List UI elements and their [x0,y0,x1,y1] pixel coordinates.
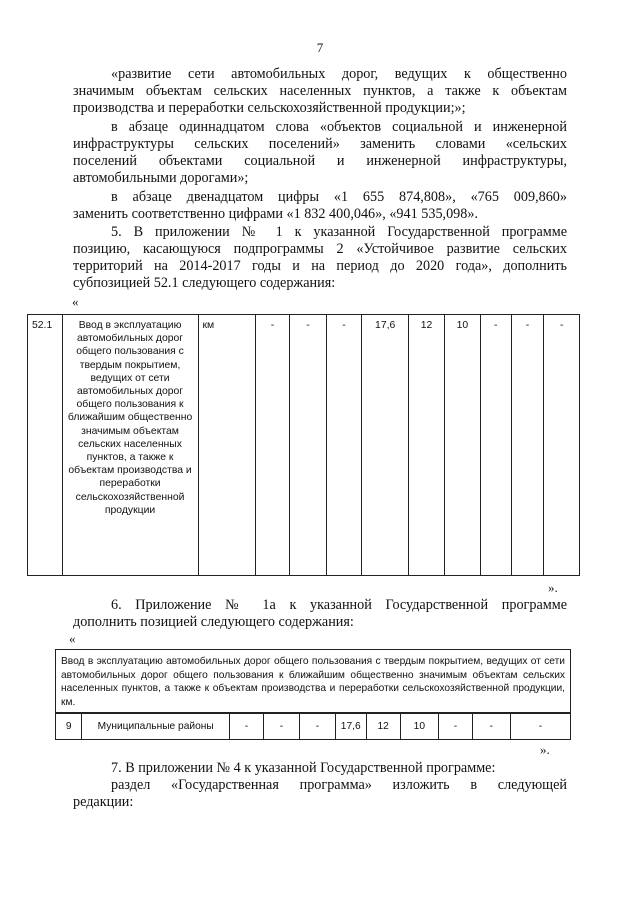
open-quote: « [69,631,76,646]
paragraph-appendix-1a [73,597,567,631]
text-line: в абзаце одиннадцатом слова «объектов социальной и инженерной [111,119,567,135]
paragraph-twelfth [73,189,567,223]
table-cell-value: 17,6 [362,315,409,576]
table-cell-value: - [326,315,362,576]
paragraph-eleventh [73,119,567,187]
table-cell-value: - [230,714,264,740]
text-line: «развитие сети автомобильных дорог, ведущих к общественно [111,66,567,82]
close-quote: ». [548,580,558,595]
table-cell-value: - [511,315,544,576]
table-cell-value: 10 [400,714,438,740]
table-cell-name: Муниципальные районы [82,714,230,740]
table-cell-value: - [290,315,327,576]
text-line: 7. В приложении № 4 к указанной Государственной программе: [111,760,496,776]
table-cell-value: - [264,714,300,740]
text-line: заменить соответственно цифрами «1 832 400,046», «941 535,098». [73,206,479,222]
table-row [56,714,571,740]
table-cell-value: 12 [366,714,400,740]
table-cell-value: - [480,315,511,576]
table-cell-value: - [438,714,472,740]
page-number: 7 [316,40,324,55]
table-cell-value: - [255,315,290,576]
text-line: позицию, касающуюся подпрограммы 2 «Устойчивое развитие сельских [73,241,567,257]
table-cell-unit: км [198,315,255,576]
text-line: редакции: [73,794,134,810]
table-cell-value: 17,6 [335,714,366,740]
table-header-cell: Ввод в эксплуатацию автомобильных дорог общего пользования с твердым покрытием, ведущих от сети автомобильных дорог общего пользования к ближайшим общественно значимым объектам сельских населенных пунктов, а также к объектам производства и переработки сельскохозяйственной продукции, км. [56,650,571,713]
text-line: дополнить позицией следующего содержания: [73,614,354,630]
close-quote: ». [540,742,550,757]
position-header-table [55,649,571,713]
table-row [28,315,580,576]
table-cell-value: - [544,315,580,576]
paragraph-road-network [73,66,567,117]
open-quote: « [72,294,79,309]
text-line: значимым объектам сельских населенных пунктов, а также к объектам [73,83,567,99]
text-line: 6. Приложение № 1а к указанной Государственной программе [111,597,567,613]
table-row [56,650,571,713]
text-line: автомобильными дорогами»; [73,170,249,186]
text-line: субпозицией 52.1 следующего содержания: [73,275,336,291]
subposition-table [27,314,580,576]
text-line: раздел «Государственная программа» изложить в следующей [111,777,567,793]
text-line: производства и переработки сельскохозяйственной продукции;»; [73,100,466,116]
table-cell-value: 10 [444,315,480,576]
table-cell-number: 52.1 [28,315,63,576]
table-cell-value: - [472,714,510,740]
text-line: 5. В приложении № 1 к указанной Государственной программе [111,224,567,240]
table-cell-value: - [510,714,570,740]
text-line: поселений объектами социальной и инженерной инфраструктуры, [73,153,567,169]
table-cell-name: Ввод в эксплуатацию автомобильных дорог общего пользования с твердым покрытием, ведущих от сети автомобильных дорог общего пользования к ближайшим общественно значимым объектам сельских населенных пунктов, а также к объектам производства и переработки сельскохозяйственной продукции [62,315,198,576]
table-cell-value: 12 [409,315,445,576]
text-line: в абзаце двенадцатом цифры «1 655 874,808», «765 009,860» [111,189,567,205]
position-table [55,713,571,740]
text-line: инфраструктуры сельских поселений» заменить словами «сельских [73,136,567,152]
paragraph-appendix-4 [73,760,567,811]
table-cell-number: 9 [56,714,82,740]
text-line: территорий на 2014-2017 годы и на период до 2020 года», дополнить [73,258,567,274]
paragraph-appendix-1 [73,224,567,292]
table-cell-value: - [299,714,335,740]
